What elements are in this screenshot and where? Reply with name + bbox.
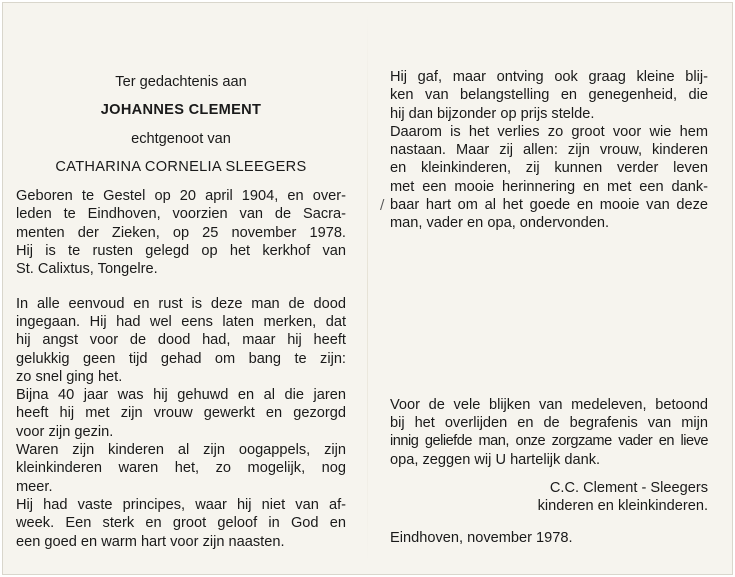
text-line: meer.	[16, 478, 53, 495]
text-line: opa, zeggen wij U hartelijk dank.	[390, 451, 601, 468]
left-page	[16, 73, 346, 551]
text-line: innig geliefde man, onze zorgzame vader en lieve	[390, 433, 708, 450]
text-line: man, vader en opa, ondervonden.	[390, 215, 610, 232]
deceased-name: JOHANNES CLEMENT	[100, 102, 262, 119]
text-line: Hij gaf, maar ontving ook graag kleine blij-	[390, 69, 708, 85]
thanks-paragraph	[390, 396, 708, 469]
intro-line: Ter gedachtenis aan	[115, 74, 247, 90]
text-line: zo snel ging het.	[16, 368, 123, 385]
text-line: Bijna 40 jaar was hij gehuwd en al die jaren	[16, 387, 346, 404]
text-line: St. Calixtus, Tongelre.	[16, 261, 158, 278]
text-line: kleinkinderen waren het, zo mogelijk, nog	[16, 460, 346, 477]
text-line: week. Een sterk en groot geloof in God en	[16, 515, 346, 532]
text-line: hij angst voor de dood had, maar hij heeft	[16, 332, 346, 349]
relation-line: echtgenoot van	[131, 130, 231, 147]
signature-family: kinderen en kleinkinderen.	[537, 498, 708, 515]
text-line: hij dan bijzonder op prijs stelde.	[390, 105, 595, 122]
text-line: ken van belangstelling en genegenheid, die	[390, 87, 708, 104]
text-line: Geboren te Gestel op 20 april 1904, en over-	[16, 188, 346, 205]
text-line: heeft hij met zijn vrouw gewerkt en gezorgd	[16, 405, 346, 422]
text-line: Hij had vaste principes, waar hij niet van af-	[16, 496, 346, 513]
text-line: menten der Zieken, op 25 november 1978.	[16, 224, 346, 241]
text-line: Hij is te rusten gelegd op het kerkhof van	[16, 243, 346, 260]
place-and-date: Eindhoven, november 1978.	[390, 530, 573, 547]
text-line: een goed en warm hart voor zijn naasten.	[16, 533, 285, 550]
text-line: Waren zijn kinderen al zijn oogappels, zijn	[16, 442, 346, 459]
card-fold-line	[367, 8, 368, 568]
right-page	[390, 68, 708, 548]
text-line: baar hart om al het goede en mooie van deze	[390, 197, 708, 214]
text-line: met een mooie herinnering en met een dank-	[390, 178, 708, 195]
signature-names: C.C. Clement - Sleegers	[549, 479, 708, 496]
text-line: nastaan. Maar zij allen: zijn vrouw, kinderen	[390, 142, 708, 159]
spouse-name: CATHARINA CORNELIA SLEEGERS	[55, 158, 307, 175]
pen-mark: /	[380, 198, 385, 213]
text-line: Voor de vele blijken van medeleven, betoond	[390, 396, 708, 413]
text-line: leden te Eindhoven, voorzien van de Sacra-	[16, 206, 346, 223]
biography-paragraph	[16, 187, 346, 278]
text-line: gelukkig geen tijd gehad om bang te zijn:	[16, 350, 346, 367]
text-line: en kleinkinderen, zij kunnen verder leven	[390, 160, 708, 177]
text-line: bij het overlijden en de begrafenis van mijn	[390, 414, 708, 431]
remembrance-paragraph	[16, 295, 346, 551]
text-line: ingegaan. Hij had wel eens laten merken, dat	[16, 313, 346, 330]
text-line: voor zijn gezin.	[16, 423, 114, 440]
character-paragraph	[390, 68, 708, 233]
text-line: Daarom is het verlies zo groot voor wie hem	[390, 123, 708, 140]
text-line: In alle eenvoud en rust is deze man de dood	[16, 295, 346, 312]
